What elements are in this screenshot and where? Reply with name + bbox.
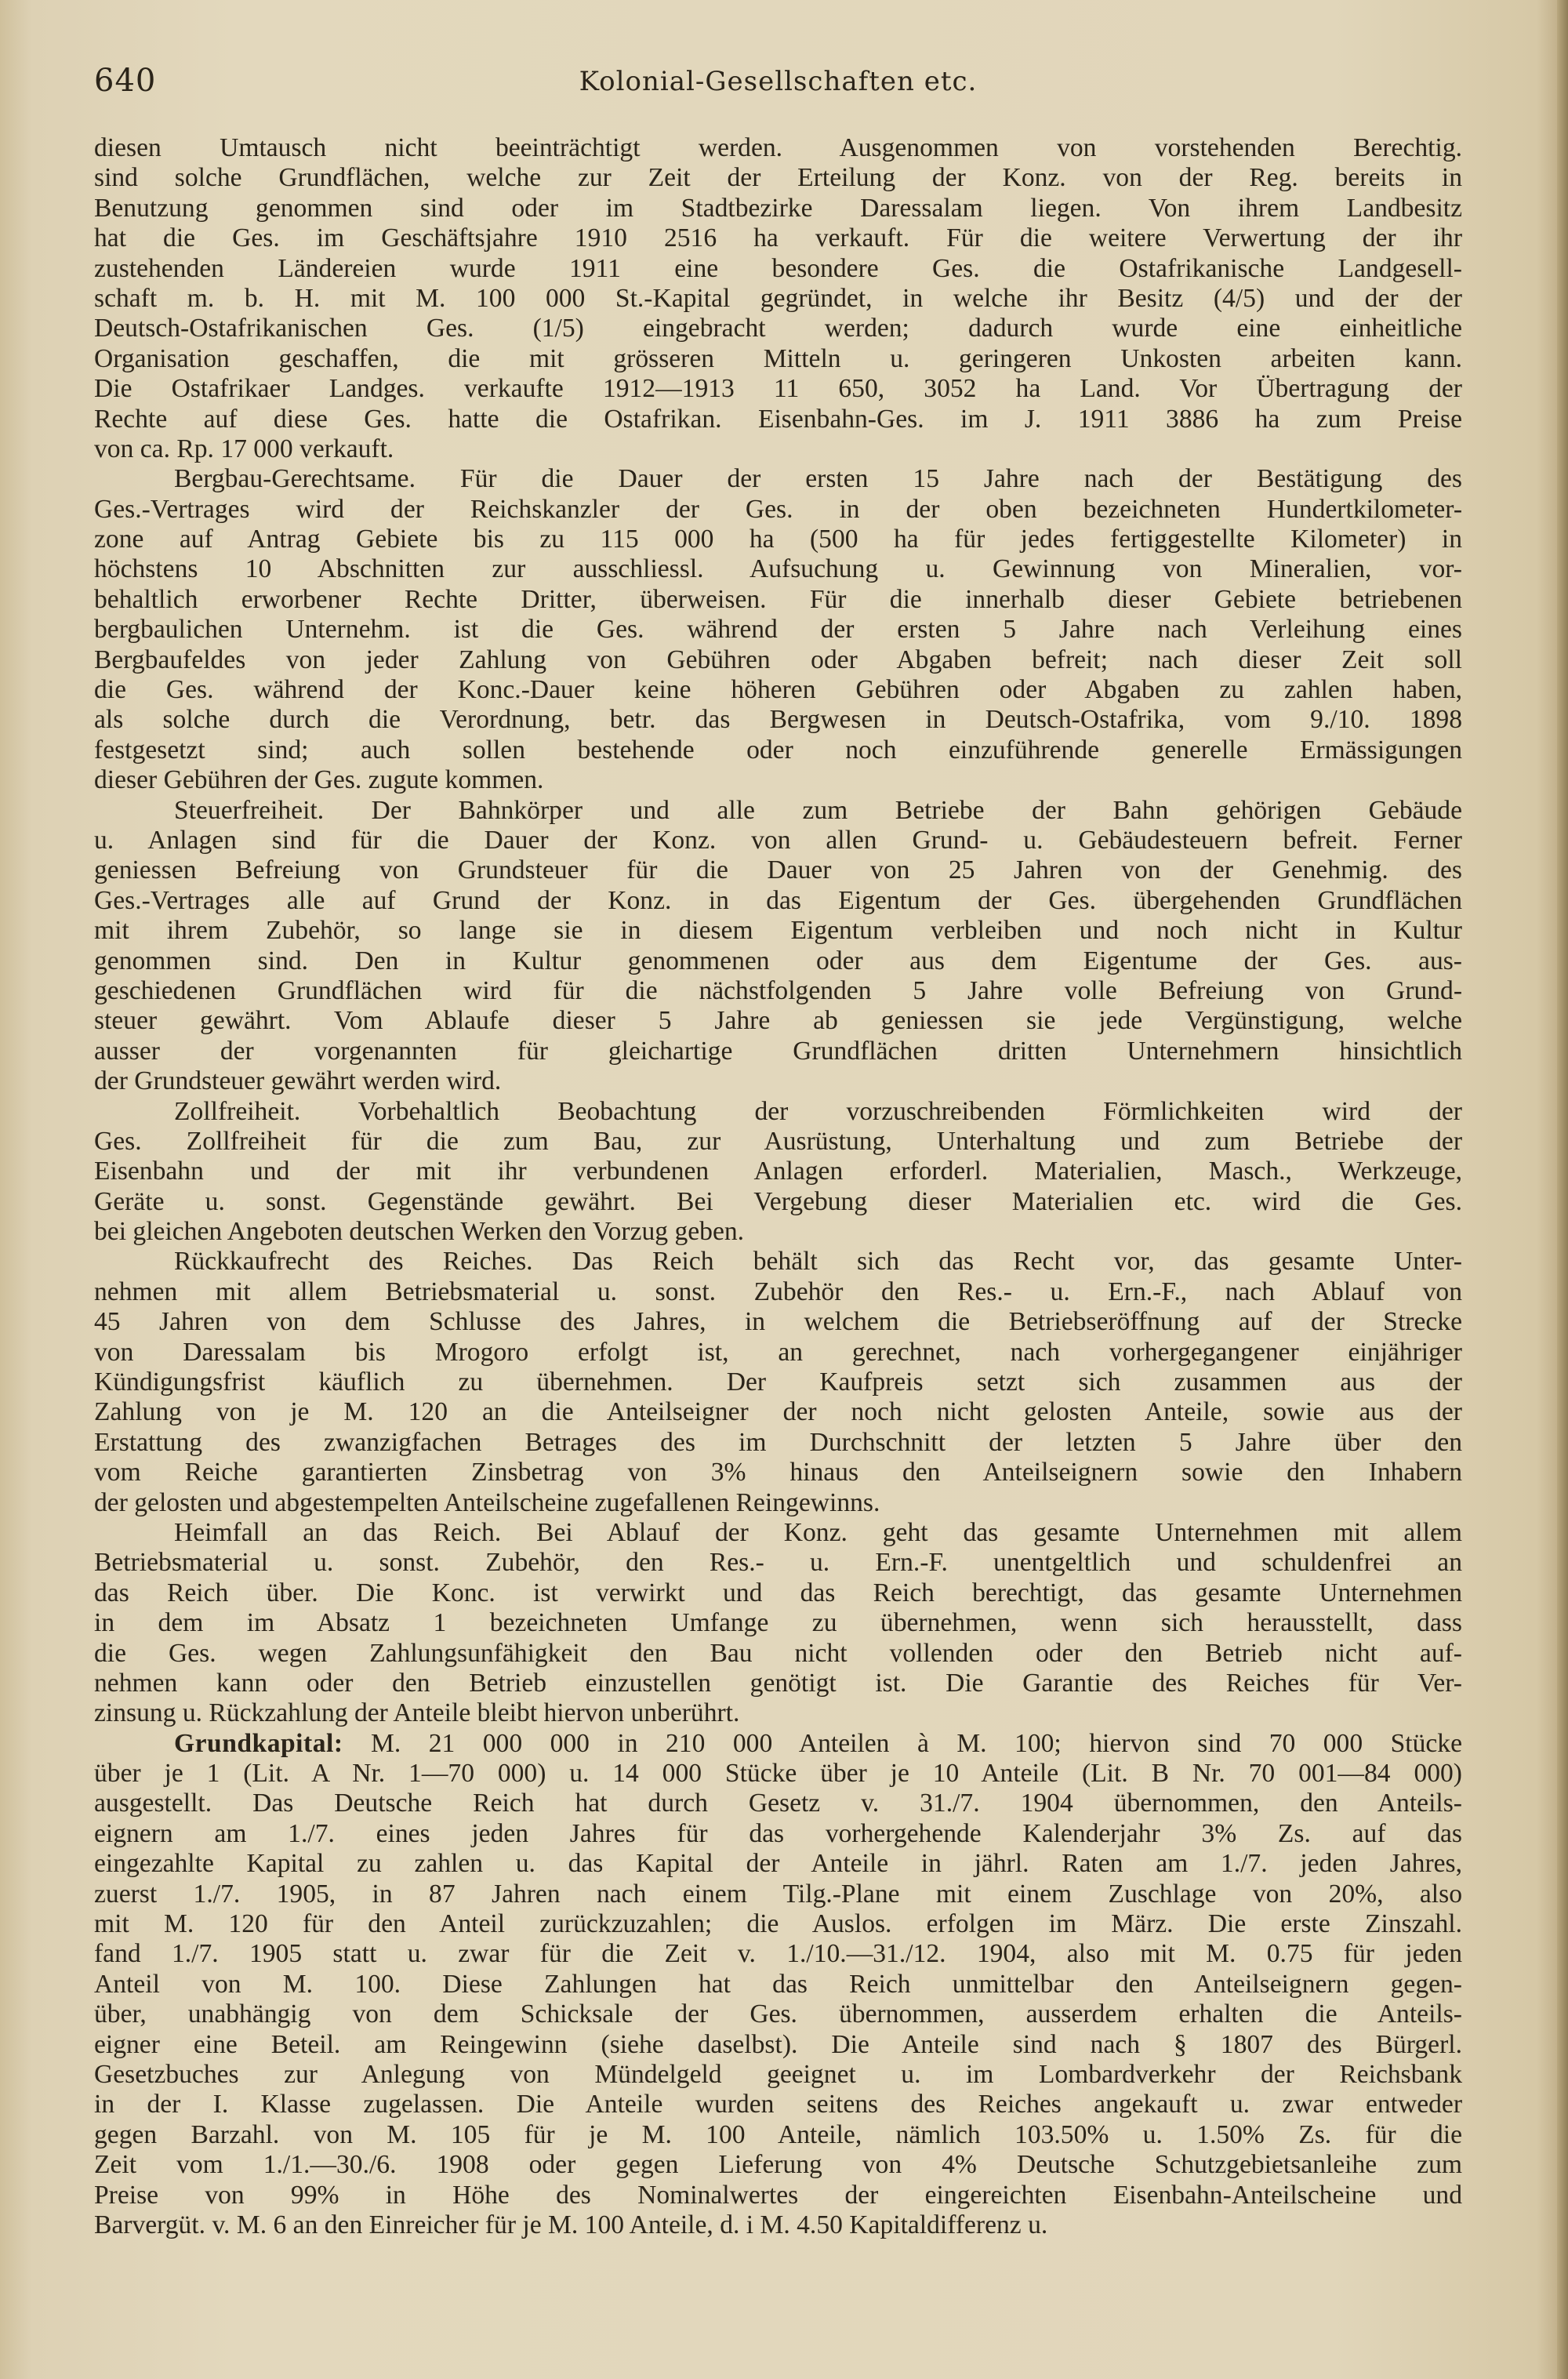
text-line: Rückkaufrecht des Reiches. Das Reich behält sich das Recht vor, das gesamte Unter- xyxy=(174,1247,1462,1277)
text-line: eigner eine Beteil. am Reingewinn (siehe daselbst). Die Anteile sind nach § 1807 des Bürgerl. xyxy=(94,2029,1462,2059)
paragraph-rueckkaufrecht xyxy=(94,1247,1462,1518)
text-line: Erstattung des zwanzigfachen Betrages des im Durchschnitt der letzten 5 Jahre über den xyxy=(94,1427,1462,1457)
text-line: Betriebsmaterial u. sonst. Zubehör, den Res.- u. Ern.-F. unentgeltlich und schuldenfrei an xyxy=(94,1548,1462,1578)
text-line: von ca. Rp. 17 000 verkauft. xyxy=(94,434,394,463)
text-line: bei gleichen Angeboten deutschen Werken den Vorzug geben. xyxy=(94,1217,745,1247)
text-line: Anteil von M. 100. Diese Zahlungen hat das Reich unmittelbar den Anteilseignern gegen- xyxy=(94,1969,1462,1999)
text-line: Benutzung genommen sind oder im Stadtbezirke Daressalam liegen. Von ihrem Landbesitz xyxy=(94,193,1462,223)
text-line: zone auf Antrag Gebiete bis zu 115 000 ha (500 ha für jedes fertiggestellte Kilometer) in xyxy=(94,525,1462,554)
text-line: Organisation geschaffen, die mit grösseren Mitteln u. geringeren Unkosten arbeiten kann. xyxy=(94,343,1462,373)
text-line: schaft m. b. H. mit M. 100 000 St.-Kapital gegründet, in welche ihr Besitz (4/5) und der der xyxy=(94,283,1462,313)
text-line: Heimfall an das Reich. Bei Ablauf der Konz. geht das gesamte Unternehmen mit allem xyxy=(174,1517,1462,1547)
text-line: die Ges. wegen Zahlungsunfähigkeit den Bau nicht vollenden oder den Betrieb nicht auf- xyxy=(94,1638,1462,1668)
paragraph-bergbau xyxy=(94,464,1462,795)
text-line: in der I. Klasse zugelassen. Die Anteile wurden seitens des Reiches angekauft u. zwar entweder xyxy=(94,2090,1462,2119)
text-line: Barvergüt. v. M. 6 an den Einreicher für je M. 100 Anteile, d. i M. 4.50 Kapitaldifferenz u. xyxy=(94,2210,1048,2239)
text-line: zinsung u. Rückzahlung der Anteile bleibt hiervon unberührt. xyxy=(94,1698,740,1728)
text-line: Ges.-Vertrages alle auf Grund der Konz. in das Eigentum der Ges. übergehenden Grundflächen xyxy=(94,885,1462,915)
text-line: Zahlung von je M. 120 an die Anteilseigner der noch nicht gelosten Anteile, sowie aus der xyxy=(94,1397,1462,1427)
text-line: höchstens 10 Abschnitten zur ausschliessl. Aufsuchung u. Gewinnung von Mineralien, vor- xyxy=(94,554,1462,584)
text-line: Geräte u. sonst. Gegenstände gewährt. Bei Vergebung dieser Materialien etc. wird die Ges. xyxy=(94,1186,1462,1216)
paragraph-grundkapital xyxy=(94,1729,1462,2241)
text-line: nehmen mit allem Betriebsmaterial u. sonst. Zubehör den Res.- u. Ern.-F., nach Ablauf von xyxy=(94,1277,1462,1306)
text-line: vom Reiche garantierten Zinsbetrag von 3% hinaus den Anteilseignern sowie den Inhabern xyxy=(94,1458,1462,1487)
text-line: Bergbau-Gerechtsame. Für die Dauer der ersten 15 Jahre nach der Bestätigung des xyxy=(174,464,1462,494)
text-line: 45 Jahren von dem Schlusse des Jahres, in welchem die Betriebseröffnung auf der Strecke xyxy=(94,1307,1462,1337)
text-line: Gesetzbuches zur Anlegung von Mündelgeld geeignet u. im Lombardverkehr der Reichsbank xyxy=(94,2060,1462,2089)
text-line: die Ges. während der Konc.-Dauer keine höheren Gebühren oder Abgaben zu zahlen haben, xyxy=(94,675,1462,705)
text-line: Deutsch-Ostafrikanischen Ges. (1/5) eingebracht werden; dadurch wurde eine einheitliche xyxy=(94,314,1462,343)
text-line: Zollfreiheit. Vorbehaltlich Beobachtung der vorzuschreibenden Förmlichkeiten wird der xyxy=(174,1096,1462,1126)
text-line: über je 1 (Lit. A Nr. 1—70 000) u. 14 000 Stücke über je 10 Anteile (Lit. B Nr. 70 001—84 000) xyxy=(94,1759,1462,1789)
running-title: Kolonial-Gesellschaften etc. xyxy=(579,66,978,97)
text-line: eignern am 1./7. eines jeden Jahres für das vorhergehende Kalenderjahr 3% Zs. auf das xyxy=(94,1818,1462,1848)
text-line: in dem im Absatz 1 bezeichneten Umfange zu übernehmen, wenn sich herausstellt, dass xyxy=(94,1608,1462,1638)
text-line: Kündigungsfrist käuflich zu übernehmen. Der Kaufpreis setzt sich zusammen aus der xyxy=(94,1367,1462,1397)
text-line: gegen Barzahl. von M. 105 für je M. 100 Anteile, nämlich 103.50% u. 1.50% Zs. für die xyxy=(94,2119,1462,2149)
text-line: geniessen Befreiung von Grundsteuer für die Dauer von 25 Jahren von der Genehmig. des xyxy=(94,855,1462,885)
text-line: ausser der vorgenannten für gleichartige Grundflächen dritten Unternehmern hinsichtlich xyxy=(94,1036,1462,1066)
text-line: u. Anlagen sind für die Dauer der Konz. von allen Grund- u. Gebäudesteuern befreit. Ferner xyxy=(94,825,1462,855)
paragraph-zollfreiheit xyxy=(94,1097,1462,1248)
text-line: diesen Umtausch nicht beeinträchtigt werden. Ausgenommen von vorstehenden Berechtig. xyxy=(94,133,1462,162)
text-line: geschiedenen Grundflächen wird für die nächstfolgenden 5 Jahre volle Befreiung von Grund- xyxy=(94,975,1462,1005)
text-line: festgesetzt sind; auch sollen bestehende oder noch einzuführende generelle Ermässigungen xyxy=(94,735,1462,765)
text-line: Die Ostafrikaer Landges. verkaufte 1912—1913 11 650, 3052 ha Land. Vor Übertragung der xyxy=(94,374,1462,404)
text-line: zuerst 1./7. 1905, in 87 Jahren nach einem Tilg.-Plane mit einem Zuschlage von 20%, also xyxy=(94,1879,1462,1909)
text-line: von Daressalam bis Mrogoro erfolgt ist, an gerechnet, nach vorhergegangener einjähriger xyxy=(94,1337,1462,1367)
text-line: fand 1./7. 1905 statt u. zwar für die Zeit v. 1./10.—31./12. 1904, also mit M. 0.75 für jeden xyxy=(94,1939,1462,1969)
text-line: hat die Ges. im Geschäftsjahre 1910 2516 ha verkauft. Für die weitere Verwertung der ihr xyxy=(94,223,1462,253)
text-line xyxy=(94,1729,1462,1759)
page-edge xyxy=(1557,0,1568,2379)
text-line: behaltlich erworbener Rechte Dritter, überweisen. Für die innerhalb dieser Gebiete betriebenen xyxy=(94,584,1462,614)
text-line: das Reich über. Die Konc. ist verwirkt und das Reich berechtigt, das gesamte Unternehmen xyxy=(94,1578,1462,1607)
paragraph-steuerfreiheit xyxy=(94,796,1462,1097)
text-line: Preise von 99% in Höhe des Nominalwertes der eingereichten Eisenbahn-Anteilscheine und xyxy=(94,2180,1462,2210)
text-line: Steuerfreiheit. Der Bahnkörper und alle zum Betriebe der Bahn gehörigen Gebäude xyxy=(174,795,1462,825)
text-line: mit ihrem Zubehör, so lange sie in diesem Eigentum verbleiben und noch nicht in Kultur xyxy=(94,916,1462,946)
text-line: über, unabhängig von dem Schicksale der Ges. übernommen, ausserdem erhalten die Anteils- xyxy=(94,1999,1462,2029)
text-line: genommen sind. Den in Kultur genommenen oder aus dem Eigentume der Ges. aus- xyxy=(94,946,1462,975)
text-line: Zeit vom 1./1.—30./6. 1908 oder gegen Lieferung von 4% Deutsche Schutzgebietsanleihe zum xyxy=(94,2150,1462,2180)
text-line: Eisenbahn und der mit ihr verbundenen Anlagen erforderl. Materialien, Masch., Werkzeuge, xyxy=(94,1157,1462,1186)
text-line: Rechte auf diese Ges. hatte die Ostafrikan. Eisenbahn-Ges. im J. 1911 3886 ha zum Preise xyxy=(94,404,1462,434)
text-line: Ges.-Vertrages wird der Reichskanzler der Ges. in der oben bezeichneten Hundertkilometer- xyxy=(94,494,1462,524)
text-line: eingezahlte Kapital zu zahlen u. das Kapital der Anteile in jährl. Raten am 1./7. jeden Jahres, xyxy=(94,1849,1462,1879)
text-line-content: M. 21 000 000 in 210 000 Anteilen à M. 100; hiervon sind 70 000 Stücke xyxy=(343,1728,1462,1758)
body-text xyxy=(94,133,1462,2240)
text-line: der Grundsteuer gewährt werden wird. xyxy=(94,1066,502,1096)
text-line: der gelosten und abgestempelten Anteilscheine zugefallenen Reingewinns. xyxy=(94,1487,880,1517)
text-line: zustehenden Ländereien wurde 1911 eine besondere Ges. die Ostafrikanische Landgesell- xyxy=(94,253,1462,283)
text-line: bergbaulichen Unternehm. ist die Ges. während der ersten 5 Jahre nach Verleihung eines xyxy=(94,615,1462,645)
text-line: Ges. Zollfreiheit für die zum Bau, zur Ausrüstung, Unterhaltung und zum Betriebe der xyxy=(94,1126,1462,1156)
text-line: Bergbaufeldes von jeder Zahlung von Gebühren oder Abgaben befreit; nach dieser Zeit soll xyxy=(94,645,1462,674)
text-line: sind solche Grundflächen, welche zur Zeit der Erteilung der Konz. von der Reg. bereits in xyxy=(94,163,1462,193)
text-line: ausgestellt. Das Deutsche Reich hat durch Gesetz v. 31./7. 1904 übernommen, den Anteils- xyxy=(94,1789,1462,1818)
paragraph-landbesitz xyxy=(94,133,1462,464)
section-label: Grundkapital: xyxy=(174,1728,343,1758)
paragraph-heimfall xyxy=(94,1518,1462,1729)
page-header xyxy=(94,63,1462,110)
text-line: mit M. 120 für den Anteil zurückzuzahlen; die Auslos. erfolgen im März. Die erste Zinszahl. xyxy=(94,1909,1462,1939)
text-line: dieser Gebühren der Ges. zugute kommen. xyxy=(94,765,544,795)
text-line: als solche durch die Verordnung, betr. das Bergwesen in Deutsch-Ostafrika, vom 9./10. 1898 xyxy=(94,705,1462,735)
text-line: steuer gewährt. Vom Ablaufe dieser 5 Jahre ab geniessen sie jede Vergünstigung, welche xyxy=(94,1006,1462,1036)
page-number: 640 xyxy=(94,63,157,99)
text-line: nehmen kann oder den Betrieb einzustellen genötigt ist. Die Garantie des Reiches für Ver- xyxy=(94,1668,1462,1698)
